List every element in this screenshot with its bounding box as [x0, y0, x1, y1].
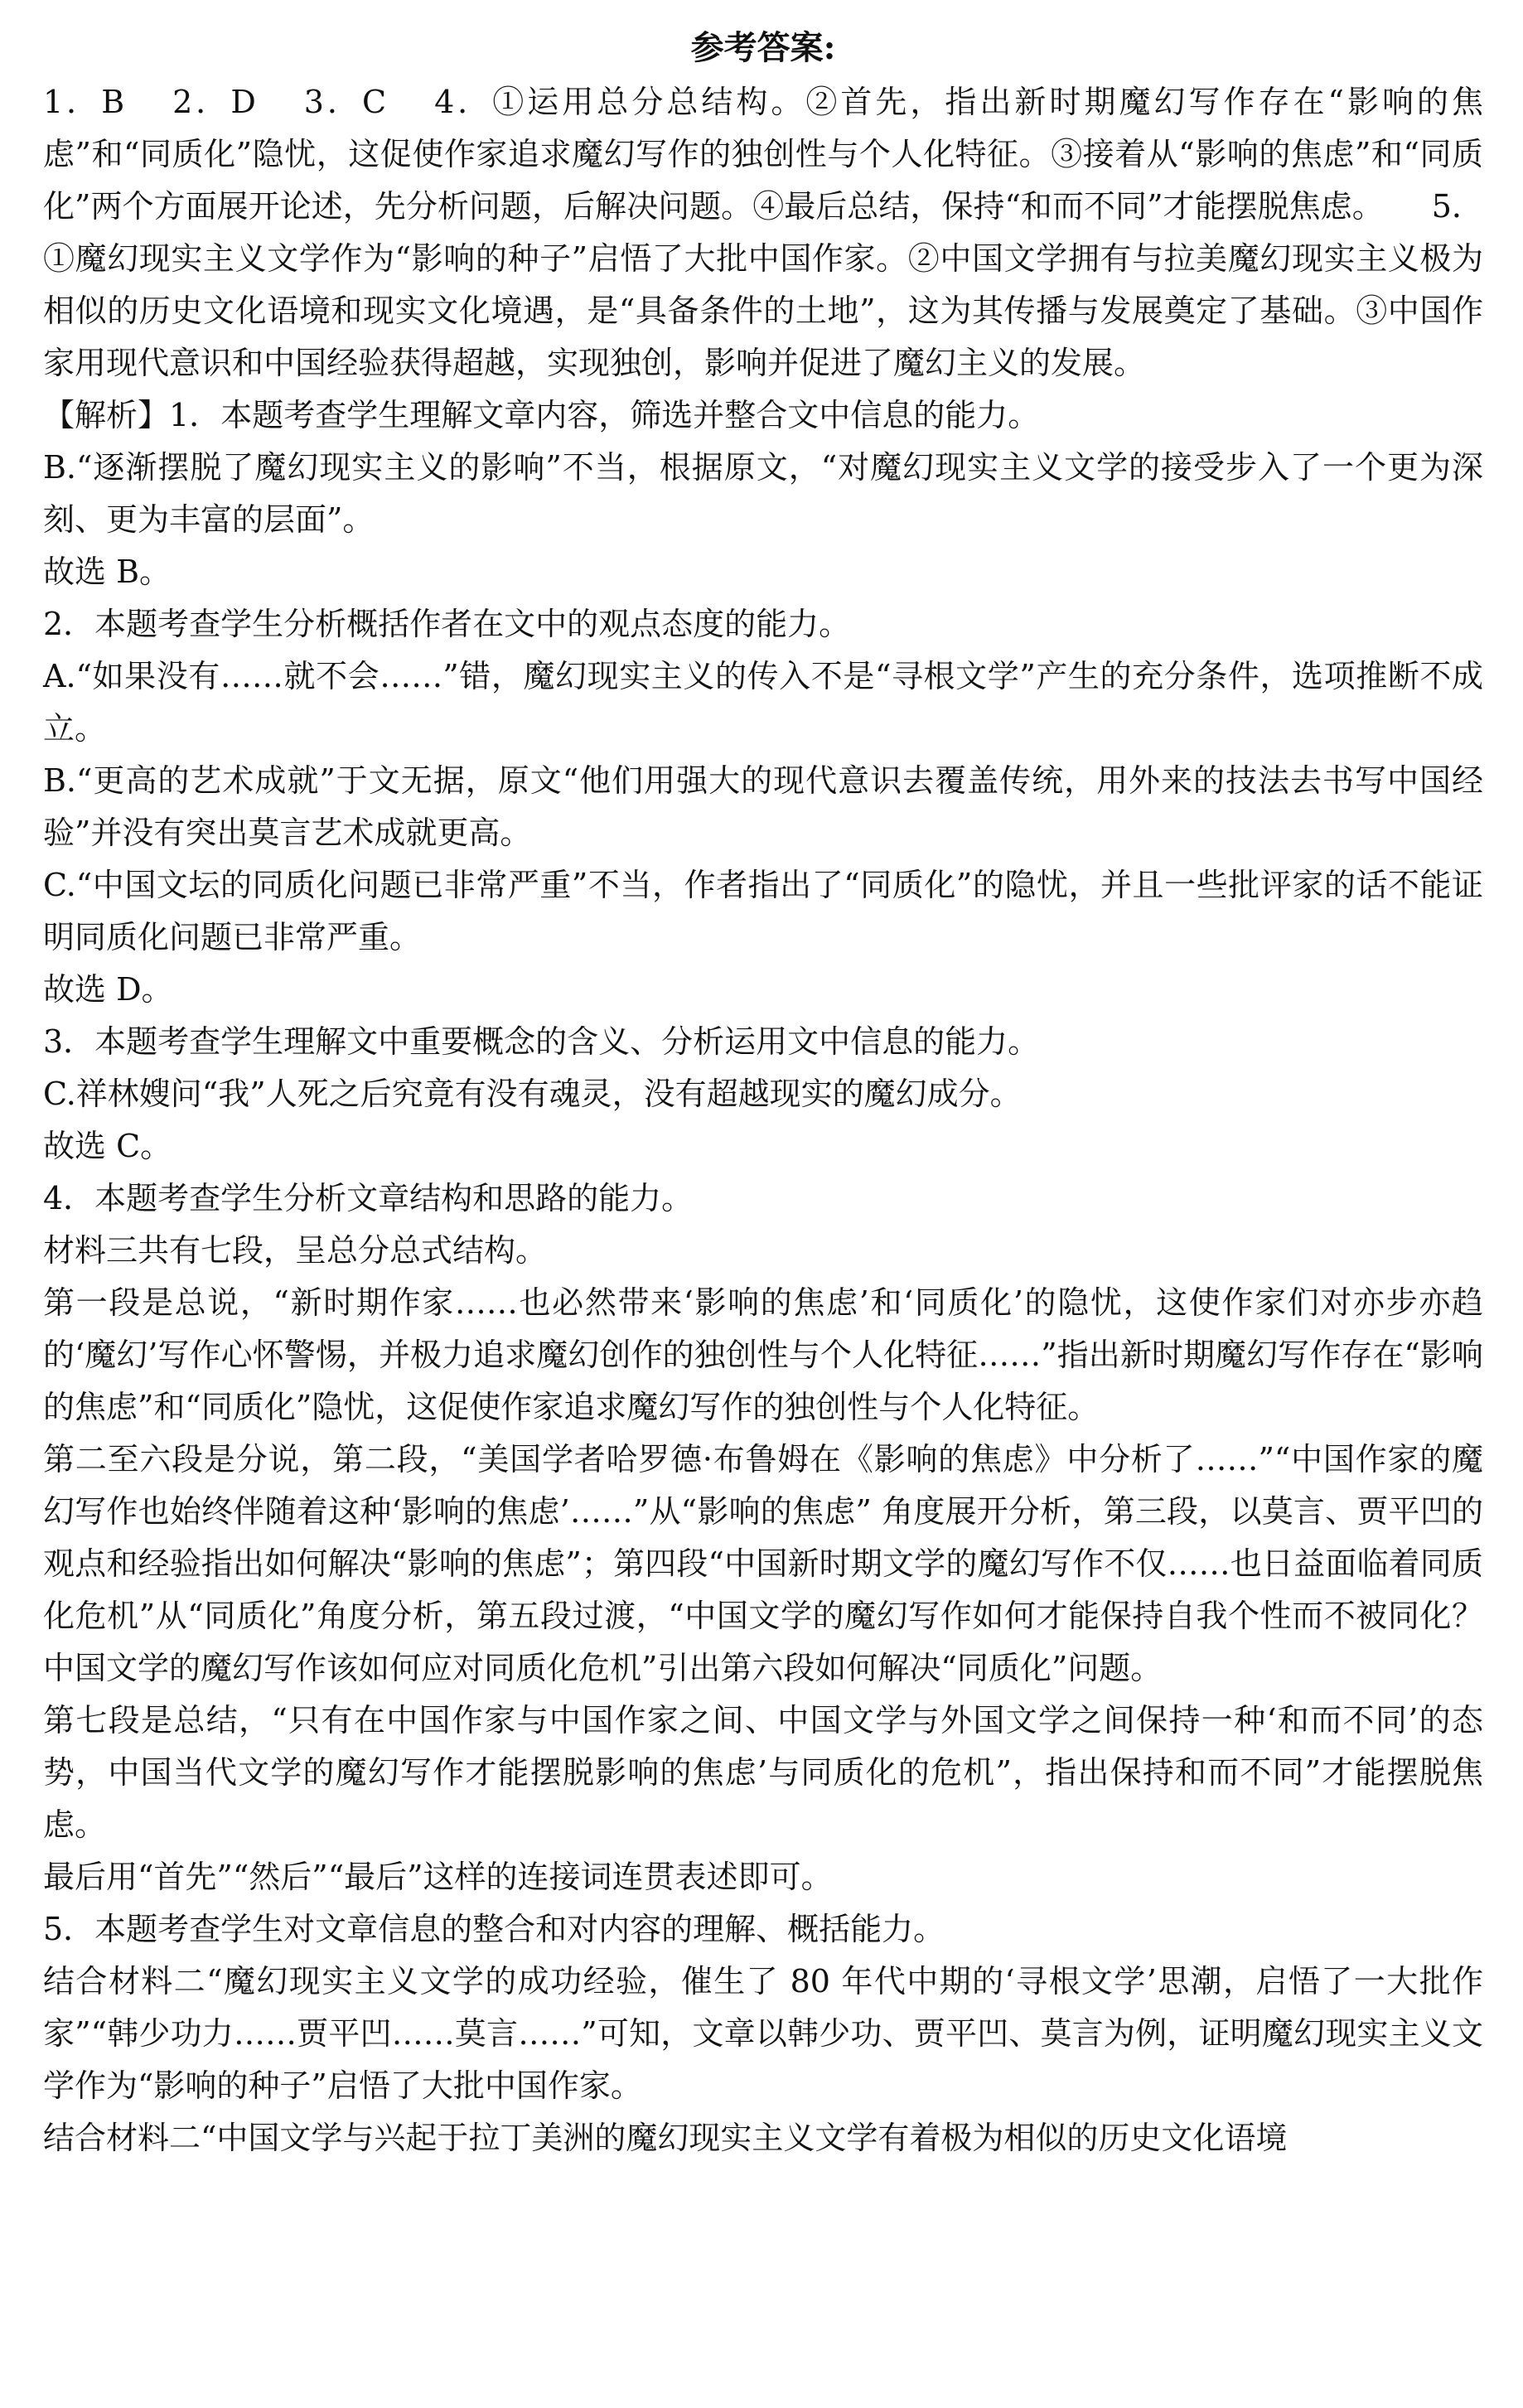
answer-block: [43, 76, 1483, 389]
analysis-line-19: 结合材料二“中国文学与兴起于拉丁美洲的魔幻现实主义文学有着极为相似的历史文化语境: [43, 2120, 1288, 2156]
analysis-line-4: A.“如果没有……就不会……”错，魔幻现实主义的传入不是“寻根文学”产生的充分条件，选项推断不成立。: [43, 658, 1483, 747]
analysis-line-15: 第七段是总结，“只有在中国作家与中国作家之间、中国文学与外国文学之间保持一种‘和而不同’的态势，中国当代文学的魔幻写作才能摆脱影响的焦虑’与同质化的危机”，指出保持和而不同”才能摆脱焦虑。: [43, 1702, 1483, 1843]
analysis-line-1: B.“逐渐摆脱了魔幻现实主义的影响”不当，根据原文，“对魔幻现实主义文学的接受步入了一个更为深刻、更为丰富的层面”。: [43, 449, 1483, 538]
page-title: 参考答案:: [690, 28, 836, 67]
analysis-line-7: 故选 D。: [43, 971, 173, 1008]
analysis-line-3: 2．本题考查学生分析概括作者在文中的观点态度的能力。: [43, 606, 851, 642]
answer-q1: 1．B: [43, 84, 125, 120]
analysis-line-0: [43, 389, 1483, 442]
analysis-line-5: B.“更高的艺术成就”于文无据，原文“他们用强大的现代意识去覆盖传统，用外来的技法去书写中国经验”并没有突出莫言艺术成就更高。: [43, 762, 1483, 851]
analysis-text: 1．本题考查学生理解文章内容，筛选并整合文中信息的能力。: [169, 397, 1040, 433]
analysis-line-2: 故选 B。: [43, 554, 172, 590]
analysis-line-6: C.“中国文坛的同质化问题已非常严重”不当，作者指出了“同质化”的隐忧，并且一些批评家的话不能证明同质化问题已非常严重。: [43, 867, 1483, 955]
answer-q3: 3．C: [303, 84, 387, 120]
analysis-line-14: 第二至六段是分说，第二段，“美国学者哈罗德·布鲁姆在《影响的焦虑》中分析了……”“中国作家的魔幻写作也始终伴随着这种‘影响的焦虑’……”从“影响的焦虑” 角度展开分析，第三段，以莫言、贾平凹的观点和经验指出如何解决“影响的焦虑”；第四段“中国新时期文学的魔幻写作不仅……也日益面临着同质化危机”从“同质化”角度分析，第五段过渡，“中国文学的魔幻写作如何才能保持自我个性而不被同化？中国文学的魔幻写作该如何应对同质化危机”引出第六段如何解决“同质化”问题。: [43, 1441, 1483, 1686]
answer-q2: 2．D: [172, 84, 256, 120]
analysis-line-18: 结合材料二“魔幻现实主义文学的成功经验，催生了 80 年代中期的‘寻根文学’思潮，启悟了一大批作家”“韩少功力……贾平凹……莫言……”可知，文章以韩少功、贾平凹、莫言为例，证明魔幻现实主义文学作为“影响的种子”启悟了大批中国作家。: [43, 1963, 1483, 2104]
analysis-line-8: 3．本题考查学生理解文中重要概念的含义、分析运用文中信息的能力。: [43, 1023, 1040, 1060]
answer-q5: 5．①魔幻现实主义文学作为“影响的种子”启悟了大批中国作家。②中国文学拥有与拉美魔幻现实主义极为相似的历史文化语境和现实文化境遇，是“具备条件的土地”，这为其传播与发展奠定了基础。③中国作家用现代意识和中国经验获得超越，实现独创，影响并促进了魔幻主义的发展。: [43, 188, 1483, 381]
analysis-line-10: 故选 C。: [43, 1128, 172, 1164]
analysis-line-11: 4．本题考查学生分析文章结构和思路的能力。: [43, 1180, 694, 1216]
answer-q4: 4．①运用总分总结构。②首先，指出新时期魔幻写作存在“影响的焦虑”和“同质化”隐忧，这促使作家追求魔幻写作的独创性与个人化特征。③接着从“影响的焦虑”和“同质化”两个方面展开论述，先分析问题，后解决问题。④最后总结，保持“和而不同”才能摆脱焦虑。: [43, 84, 1483, 225]
analysis-line-13: 第一段是总说，“新时期作家……也必然带来‘影响的焦虑’和‘同质化’的隐忧，这使作家们对亦步亦趋的‘魔幻’写作心怀警惕，并极力追求魔幻创作的独创性与个人化特征……”指出新时期魔幻写作存在“影响的焦虑”和“同质化”隐忧，这促使作家追求魔幻写作的独创性与个人化特征。: [43, 1284, 1483, 1425]
analysis-line-17: 5．本题考查学生对文章信息的整合和对内容的理解、概括能力。: [43, 1911, 945, 1947]
analysis-line-9: C.祥林嫂问“我”人死之后究竟有没有魂灵，没有超越现实的魔幻成分。: [43, 1076, 1022, 1112]
analysis-line-16: 最后用“首先”“然后”“最后”这样的连接词连贯表述即可。: [43, 1859, 833, 1895]
analysis-label: 【解析】: [43, 397, 170, 433]
analysis-line-12: 材料三共有七段，呈总分总式结构。: [43, 1232, 548, 1269]
